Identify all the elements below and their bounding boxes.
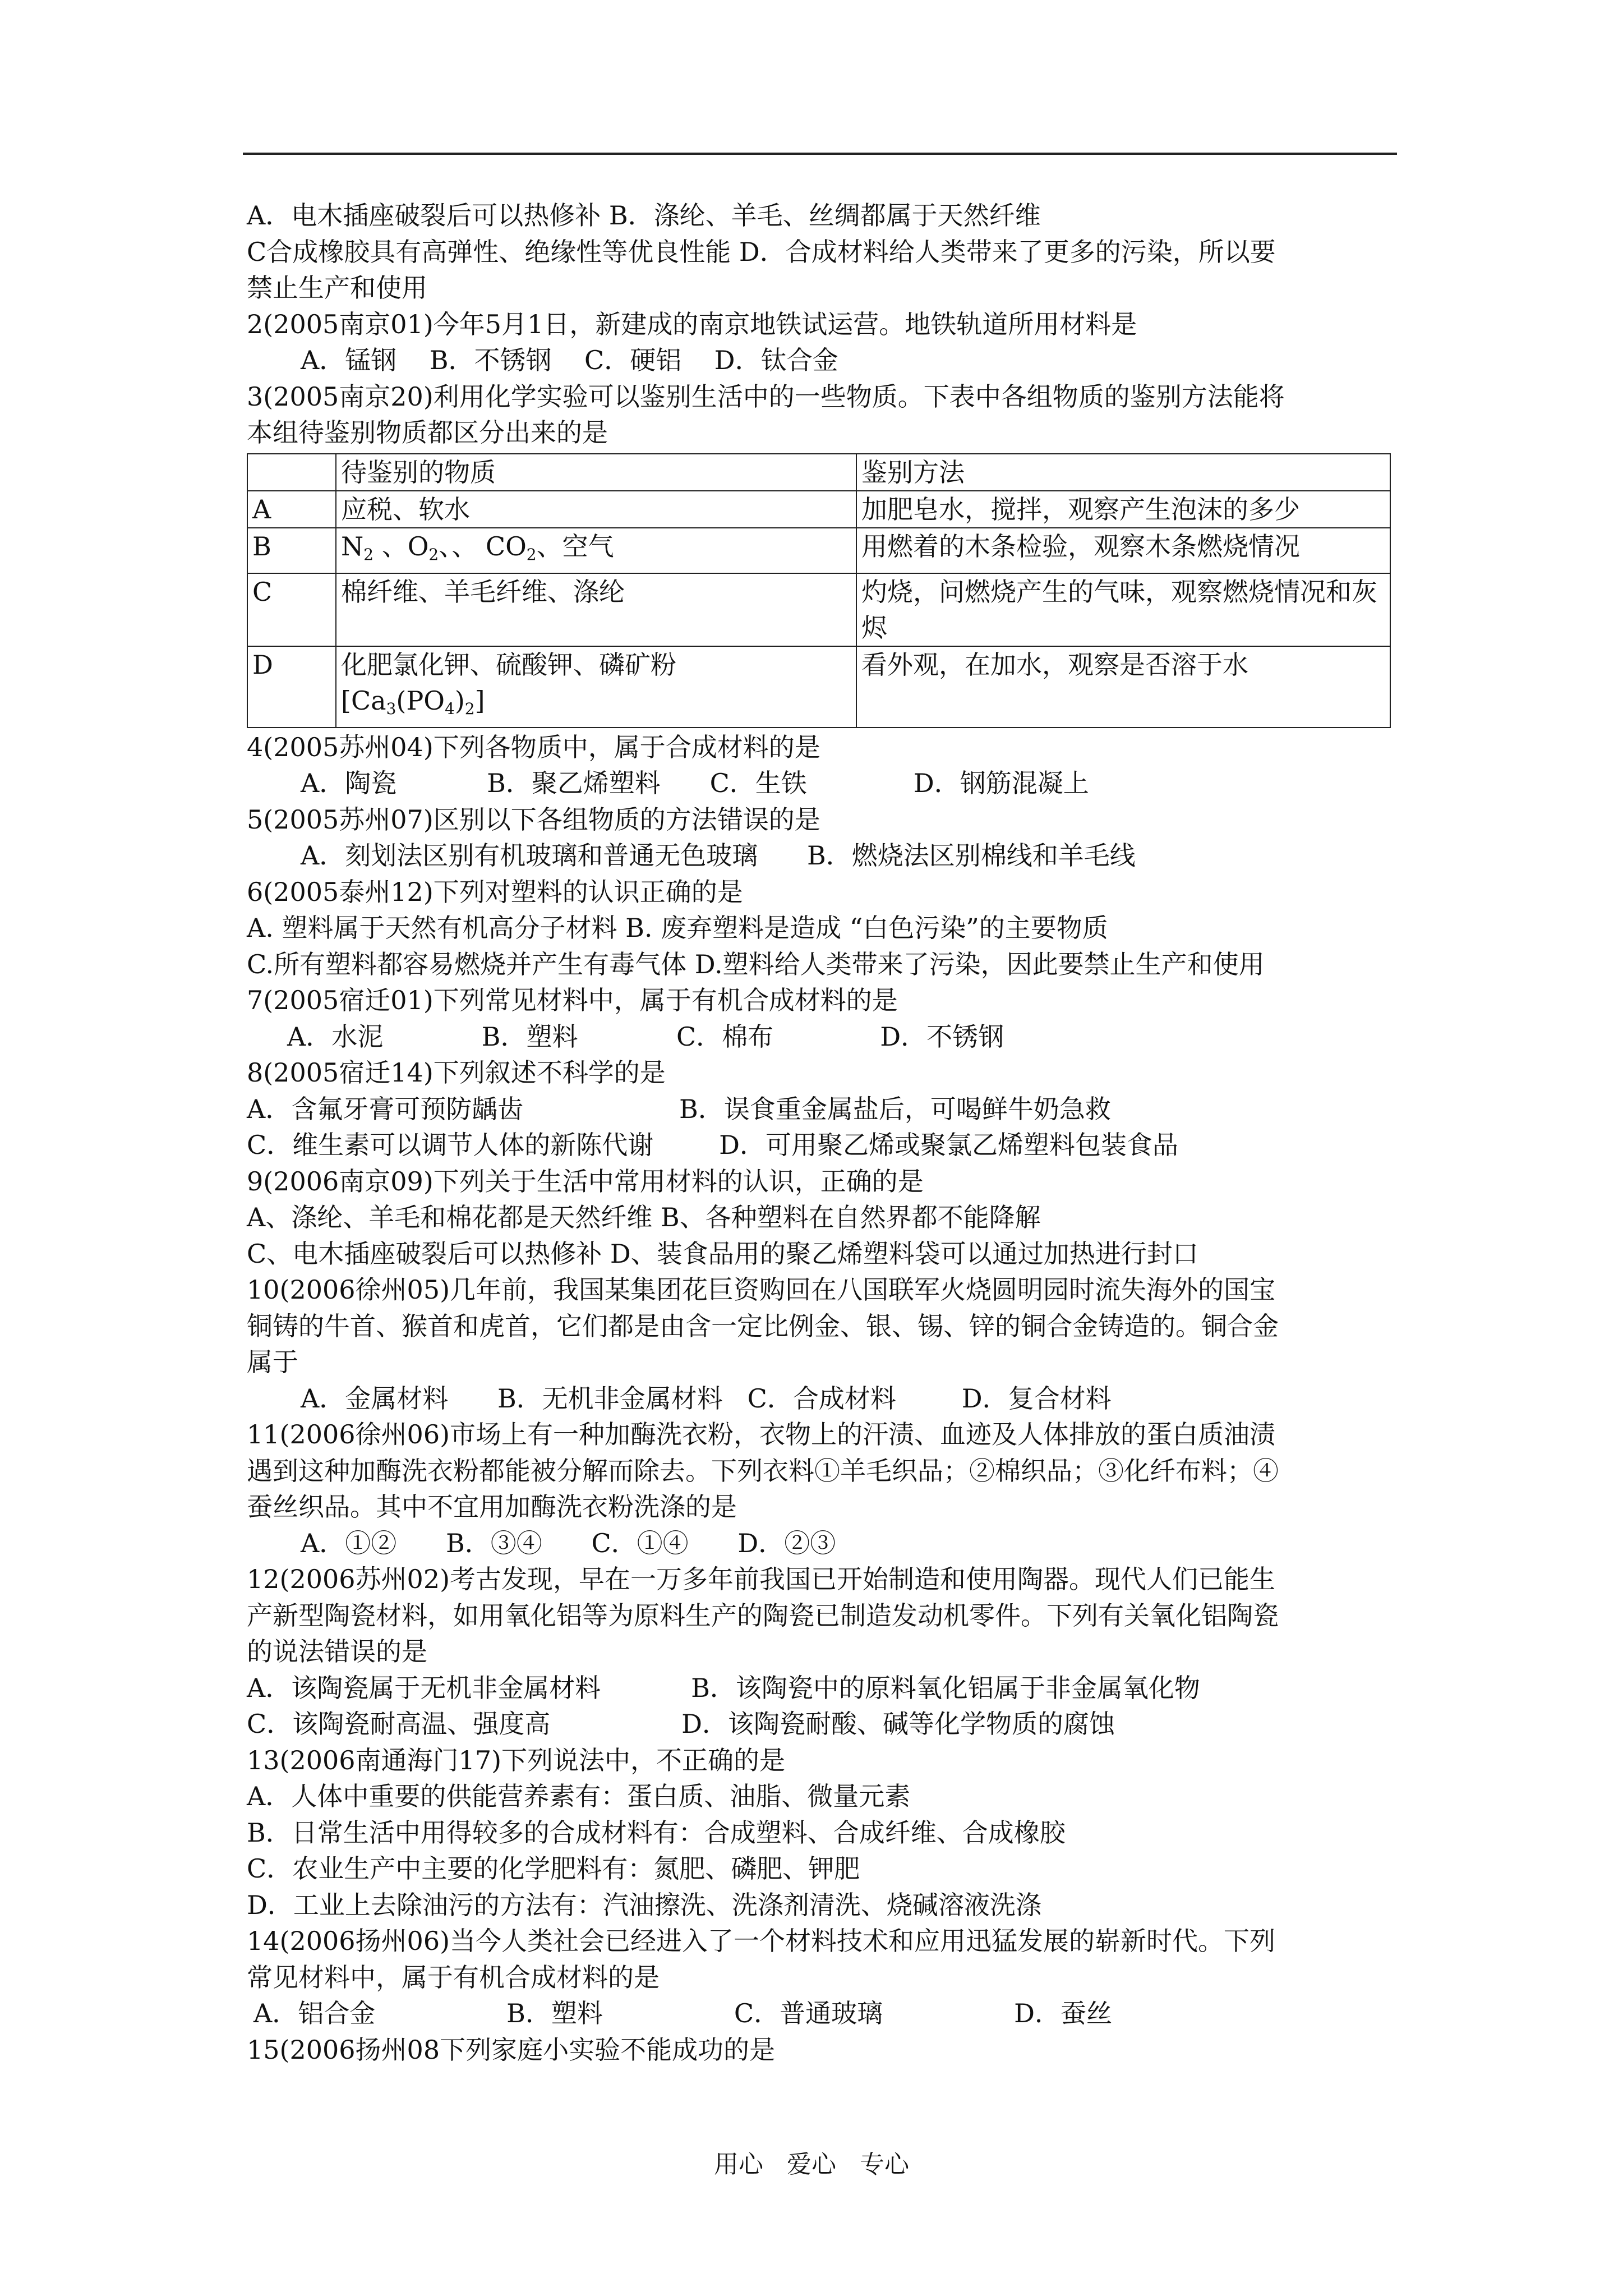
- substance-cell: 化肥氯化钾、硫酸钾、磷矿粉 $[Ca_3(PO_4)_2]$: [336, 646, 856, 728]
- text-line: 12(2006苏州02)考古发现，早在一万多年前我国已开始制造和使用陶器。现代人们已能生: [247, 1564, 1276, 1594]
- page-footer: 用心 爱心 专心: [714, 2150, 909, 2179]
- text-line: A．铝合金 B．塑料 C．普通玻璃 D．蚕丝: [253, 1998, 1112, 2028]
- text-line: 属于: [247, 1347, 298, 1377]
- text-line: A．水泥 B．塑料 C．棉布 D．不锈钢: [287, 1021, 1004, 1052]
- text-line: 本组待鉴别物质都区分出来的是: [247, 417, 608, 448]
- text-line: 13(2006南通海门17)下列说法中，不正确的是: [247, 1745, 786, 1775]
- text-line: D．工业上去除油污的方法有：汽油擦洗、洗涤剂清洗、烧碱溶液洗涤: [247, 1889, 1041, 1920]
- text-line: A．含氟牙膏可预防龋齿 B．误食重金属盐后，可喝鲜牛奶急救: [247, 1093, 1111, 1124]
- text-line: 3(2005南京20)利用化学实验可以鉴别生活中的一些物质。下表中各组物质的鉴别方法能将: [247, 381, 1285, 412]
- text-line: A．锰钢 B．不锈钢 C．硬铝 D．钛合金: [301, 345, 838, 375]
- text-line: 产新型陶瓷材料，如用氧化铝等为原料生产的陶瓷已制造发动机零件。下列有关氧化铝陶瓷: [247, 1600, 1279, 1631]
- row-label: A: [247, 491, 336, 528]
- method-cell: 灼烧，问燃烧产生的气味，观察燃烧情况和灰烬: [856, 573, 1390, 646]
- text-line: 禁止生产和使用: [247, 273, 427, 303]
- question-block-top: [247, 197, 1402, 451]
- text-line: C．维生素可以调节人体的新陈代谢 D．可用聚乙烯或聚氯乙烯塑料包装食品: [247, 1130, 1179, 1160]
- text-line: A、涤纶、羊毛和棉花都是天然纤维 B、各种塑料在自然界都不能降解: [247, 1202, 1041, 1232]
- text-line: 9(2006南京09)下列关于生活中常用材料的认识，正确的是: [247, 1166, 924, 1197]
- text-line: A．金属材料 B．无机非金属材料 C．合成材料 D．复合材料: [301, 1383, 1112, 1414]
- text-line: C、电木插座破裂后可以热修补 D、装食品用的聚乙烯塑料袋可以通过加热进行封口: [247, 1238, 1198, 1269]
- method-cell: 用燃着的木条检验，观察木条燃烧情况: [856, 528, 1390, 573]
- text-line: A．电木插座破裂后可以热修补 B．涤纶、羊毛、丝绸都属于天然纤维: [247, 200, 1041, 231]
- text-line: C．农业生产中主要的化学肥料有：氮肥、磷肥、钾肥: [247, 1853, 860, 1884]
- text-line: 7(2005宿迁01)下列常见材料中，属于有机合成材料的是: [247, 985, 898, 1015]
- table-row: [247, 491, 1390, 528]
- method-cell: 加肥皂水，搅拌，观察产生泡沫的多少: [856, 491, 1390, 528]
- question-block-bottom: [247, 729, 1402, 2068]
- text-line: 6(2005泰州12)下列对塑料的认识正确的是: [247, 876, 743, 907]
- text-line: A．该陶瓷属于无机非金属材料 B．该陶瓷中的原料氧化铝属于非金属氧化物: [247, 1672, 1200, 1703]
- substance-cell: 应税、软水: [336, 491, 856, 528]
- method-cell: 看外观，在加水，观察是否溶于水: [856, 646, 1390, 728]
- header-rule: [243, 153, 1397, 155]
- row-label: C: [247, 573, 336, 646]
- text-line: 14(2006扬州06)当今人类社会已经进入了一个材料技术和应用迅猛发展的崭新时代。下列: [247, 1926, 1276, 1956]
- table-header-cell: 鉴别方法: [856, 454, 1390, 491]
- text-line: 11(2006徐州06)市场上有一种加酶洗衣粉，衣物上的汗渍、血迹及人体排放的蛋白质油渍: [247, 1419, 1276, 1450]
- table-row: [247, 573, 1390, 646]
- text-line: 15(2006扬州08下列家庭小实验不能成功的是: [247, 2034, 776, 2065]
- text-line: 常见材料中，属于有机合成材料的是: [247, 1962, 660, 1993]
- text-line: A. 塑料属于天然有机高分子材料 B. 废弃塑料是造成 “白色污染”的主要物质: [247, 913, 1108, 943]
- row-label: D: [247, 646, 336, 728]
- text-line: A．①② B．③④ C．①④ D．②③: [301, 1527, 836, 1558]
- substance-cell: $N_2$ 、$O_2$、、 $CO_2$、空气: [336, 528, 856, 573]
- document-body: [247, 197, 1402, 2068]
- text-line: A．人体中重要的供能营养素有：蛋白质、油脂、微量元素: [247, 1781, 911, 1811]
- table-row: [247, 528, 1390, 573]
- text-line: 4(2005苏州04)下列各物质中，属于合成材料的是: [247, 731, 820, 762]
- text-line: C．该陶瓷耐高温、强度高 D．该陶瓷耐酸、碱等化学物质的腐蚀: [247, 1709, 1115, 1739]
- substance-cell: 棉纤维、羊毛纤维、涤纶: [336, 573, 856, 646]
- text-line: 遇到这种加酶洗衣粉都能被分解而除去。下列衣料①羊毛织品；②棉织品；③化纤布料；④: [247, 1455, 1279, 1486]
- table-row: [247, 646, 1390, 728]
- table-header-row: [247, 454, 1390, 491]
- text-line: 铜铸的牛首、猴首和虎首，它们都是由含一定比例金、银、锡、锌的铜合金铸造的。铜合金: [247, 1310, 1279, 1341]
- text-line: A．刻划法区别有机玻璃和普通无色玻璃 B．燃烧法区别棉线和羊毛线: [301, 840, 1136, 871]
- table-header-cell: [247, 454, 336, 491]
- table-header-cell: 待鉴别的物质: [336, 454, 856, 491]
- text-line: 2(2005南京01)今年5月1日，新建成的南京地铁试运营。地铁轨道所用材料是: [247, 309, 1137, 339]
- row-label: B: [247, 528, 336, 573]
- text-line: C.所有塑料都容易燃烧并产生有毒气体 D.塑料给人类带来了污染，因此要禁止生产和使用: [247, 949, 1265, 979]
- text-line: A．陶瓷 B．聚乙烯塑料 C．生铁 D．钢筋混凝上: [301, 768, 1089, 798]
- text-line: 蚕丝织品。其中不宜用加酶洗衣粉洗涤的是: [247, 1492, 737, 1522]
- text-line: 5(2005苏州07)区别以下各组物质的方法错误的是: [247, 804, 820, 835]
- text-line: B．日常生活中用得较多的合成材料有：合成塑料、合成纤维、合成橡胶: [247, 1817, 1066, 1848]
- text-line: 8(2005宿迁14)下列叙述不科学的是: [247, 1057, 666, 1088]
- text-line: C合成橡胶具有高弹性、绝缘性等优良性能 D．合成材料给人类带来了更多的污染，所以要: [247, 236, 1276, 267]
- text-line: 的说法错误的是: [247, 1636, 427, 1667]
- text-line: 10(2006徐州05)几年前，我国某集团花巨资购回在八国联军火烧圆明园时流失海外的国宝: [247, 1274, 1276, 1305]
- identification-table: [247, 453, 1391, 728]
